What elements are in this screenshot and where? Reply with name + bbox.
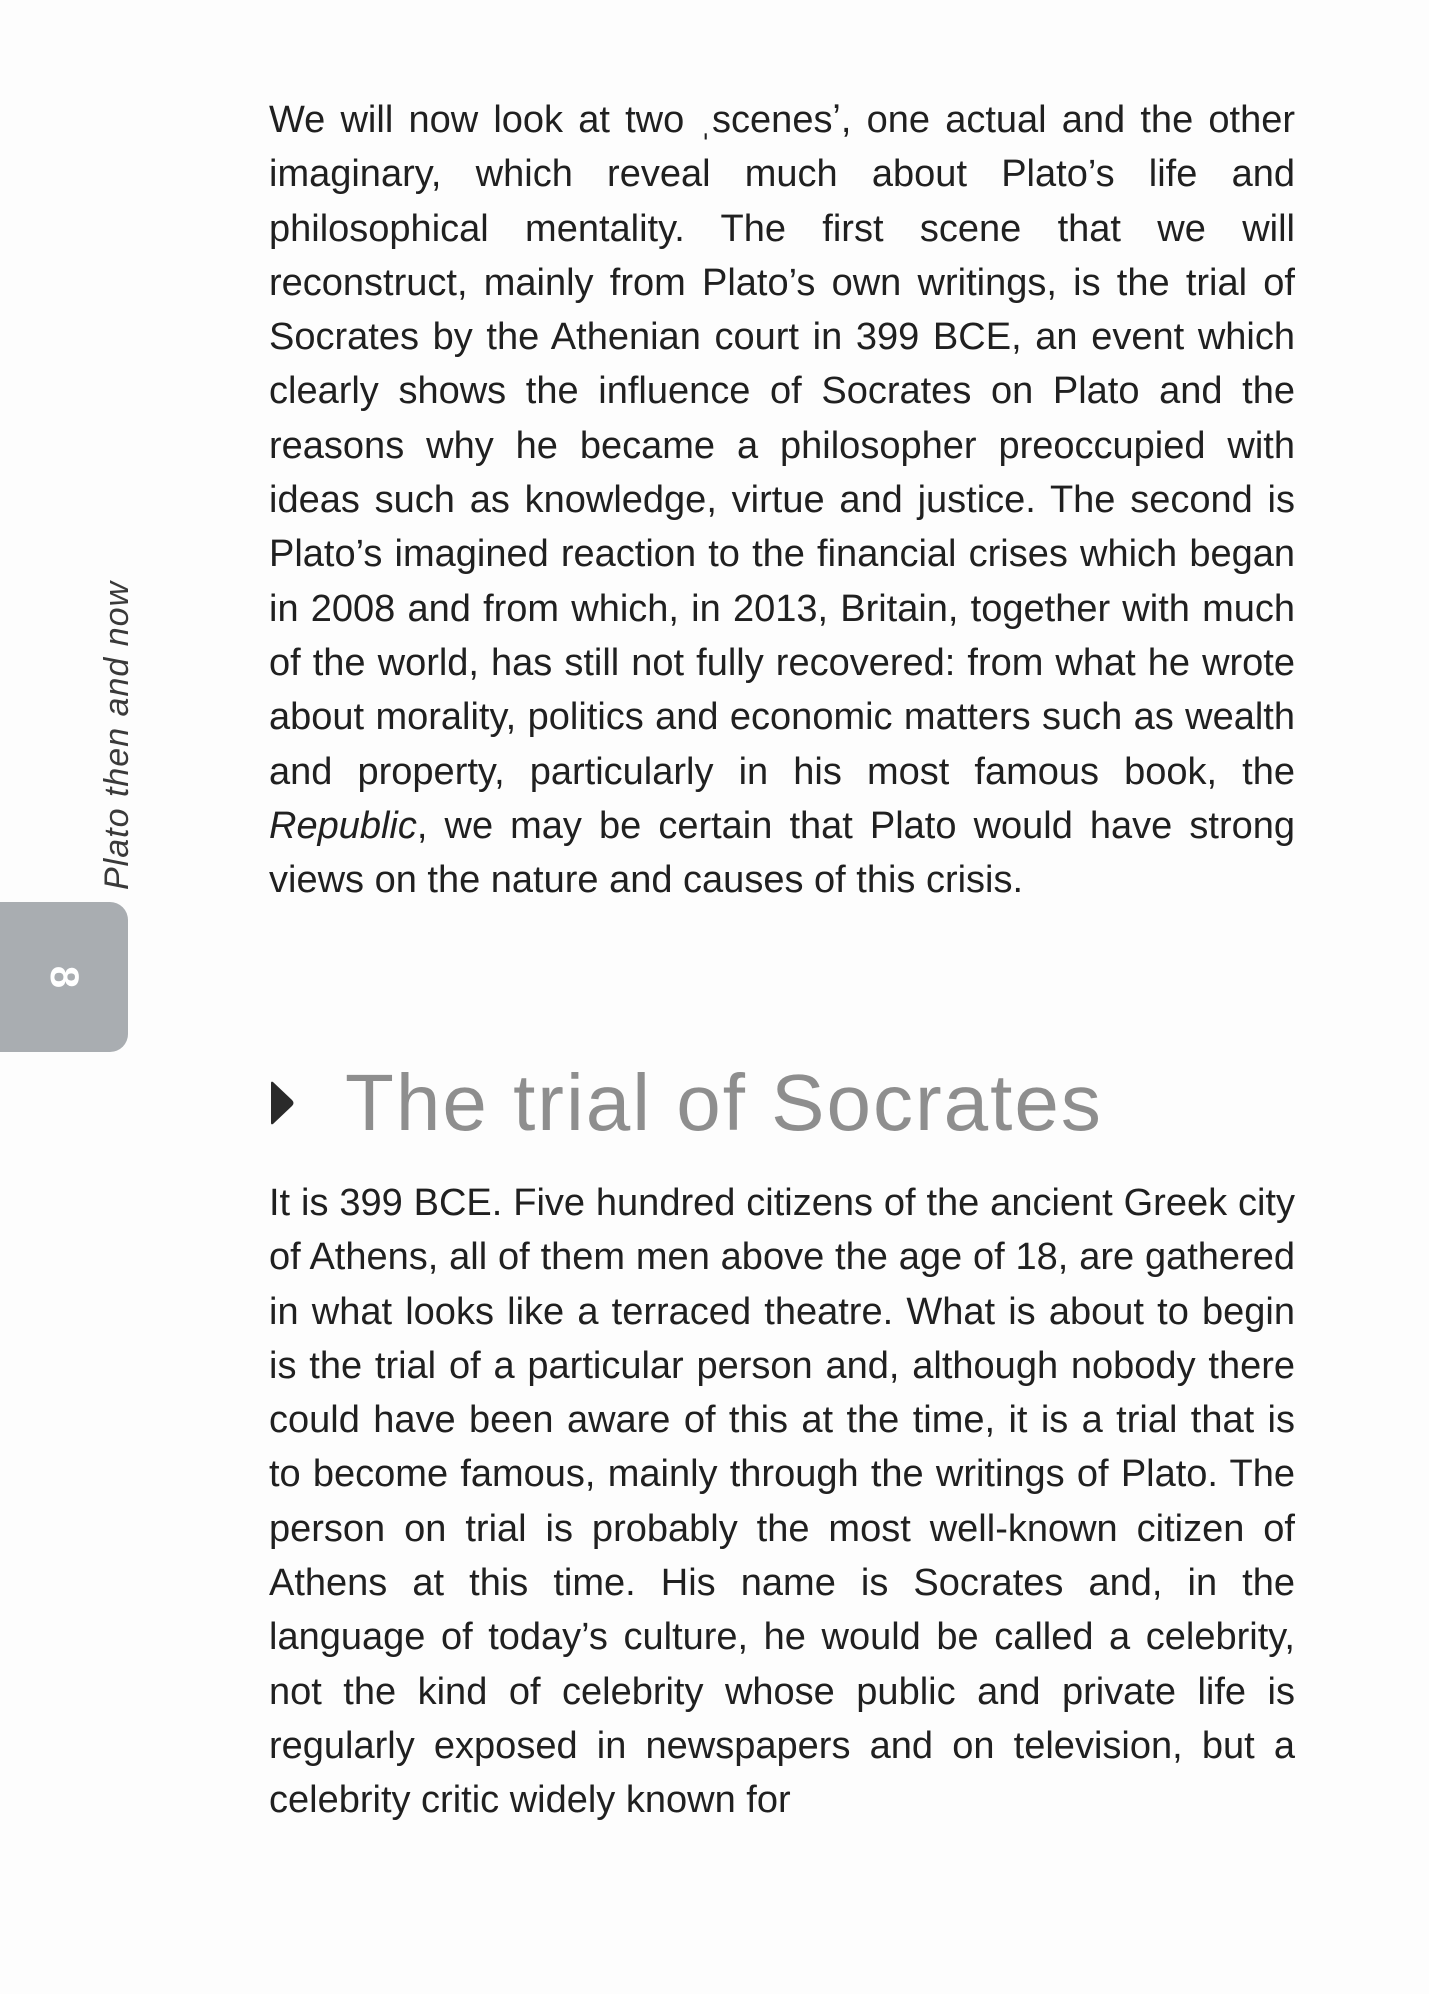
intro-paragraph xyxy=(269,93,1295,907)
book-title: Republic xyxy=(269,804,417,847)
section-heading xyxy=(269,1058,1103,1148)
intro-text-after: , we may be certain that Plato would have strong views on the nature and causes of this crisis. xyxy=(269,804,1295,902)
page-number-tab xyxy=(0,902,128,1052)
intro-text-before: We will now look at two ˌscenesʼ, one actual and the other imaginary, which reveal much about Plato’s life and philosophical mentality. The first scene that we will reconstruct, mainly from Plato’s own writings, is the trial of Socrates by the Athenian court in 399 BCE, an event which clearly shows the influence of Socrates on Plato and the reasons why he became a philosopher preoccupied with ideas such as knowledge, virtue and justice. The second is Plato’s imagined reaction to the financial crises which began in 2008 and from which, in 2013, Britain, together with much of the world, has still not fully recovered: from what he wrote about morality, politics and economic matters such as wealth and property, particularly in his most famous book, the xyxy=(269,99,1295,793)
page-number: 8 xyxy=(42,965,87,989)
section-marker-icon xyxy=(269,1081,295,1125)
section-title: The trial of Socrates xyxy=(345,1058,1103,1147)
section-paragraph: It is 399 BCE. Five hundred citizens of the ancient Greek city of Athens, all of them men above the age of 18, are gathered in what looks like a terraced theatre. What is about to begin is the trial of a particular person and, although nobody there could have been aware of this at the time, it is a trial that is to become famous, mainly through the writings of Plato. The person on trial is probably the most well-known citizen of Athens at this time. His name is Socrates and, in the language of today’s culture, he would be called a celebrity, not the kind of celebrity whose public and private life is regularly exposed in newspapers and on television, but a celebrity critic widely known for xyxy=(269,1182,1295,1822)
running-head: Plato then and now xyxy=(98,580,136,890)
